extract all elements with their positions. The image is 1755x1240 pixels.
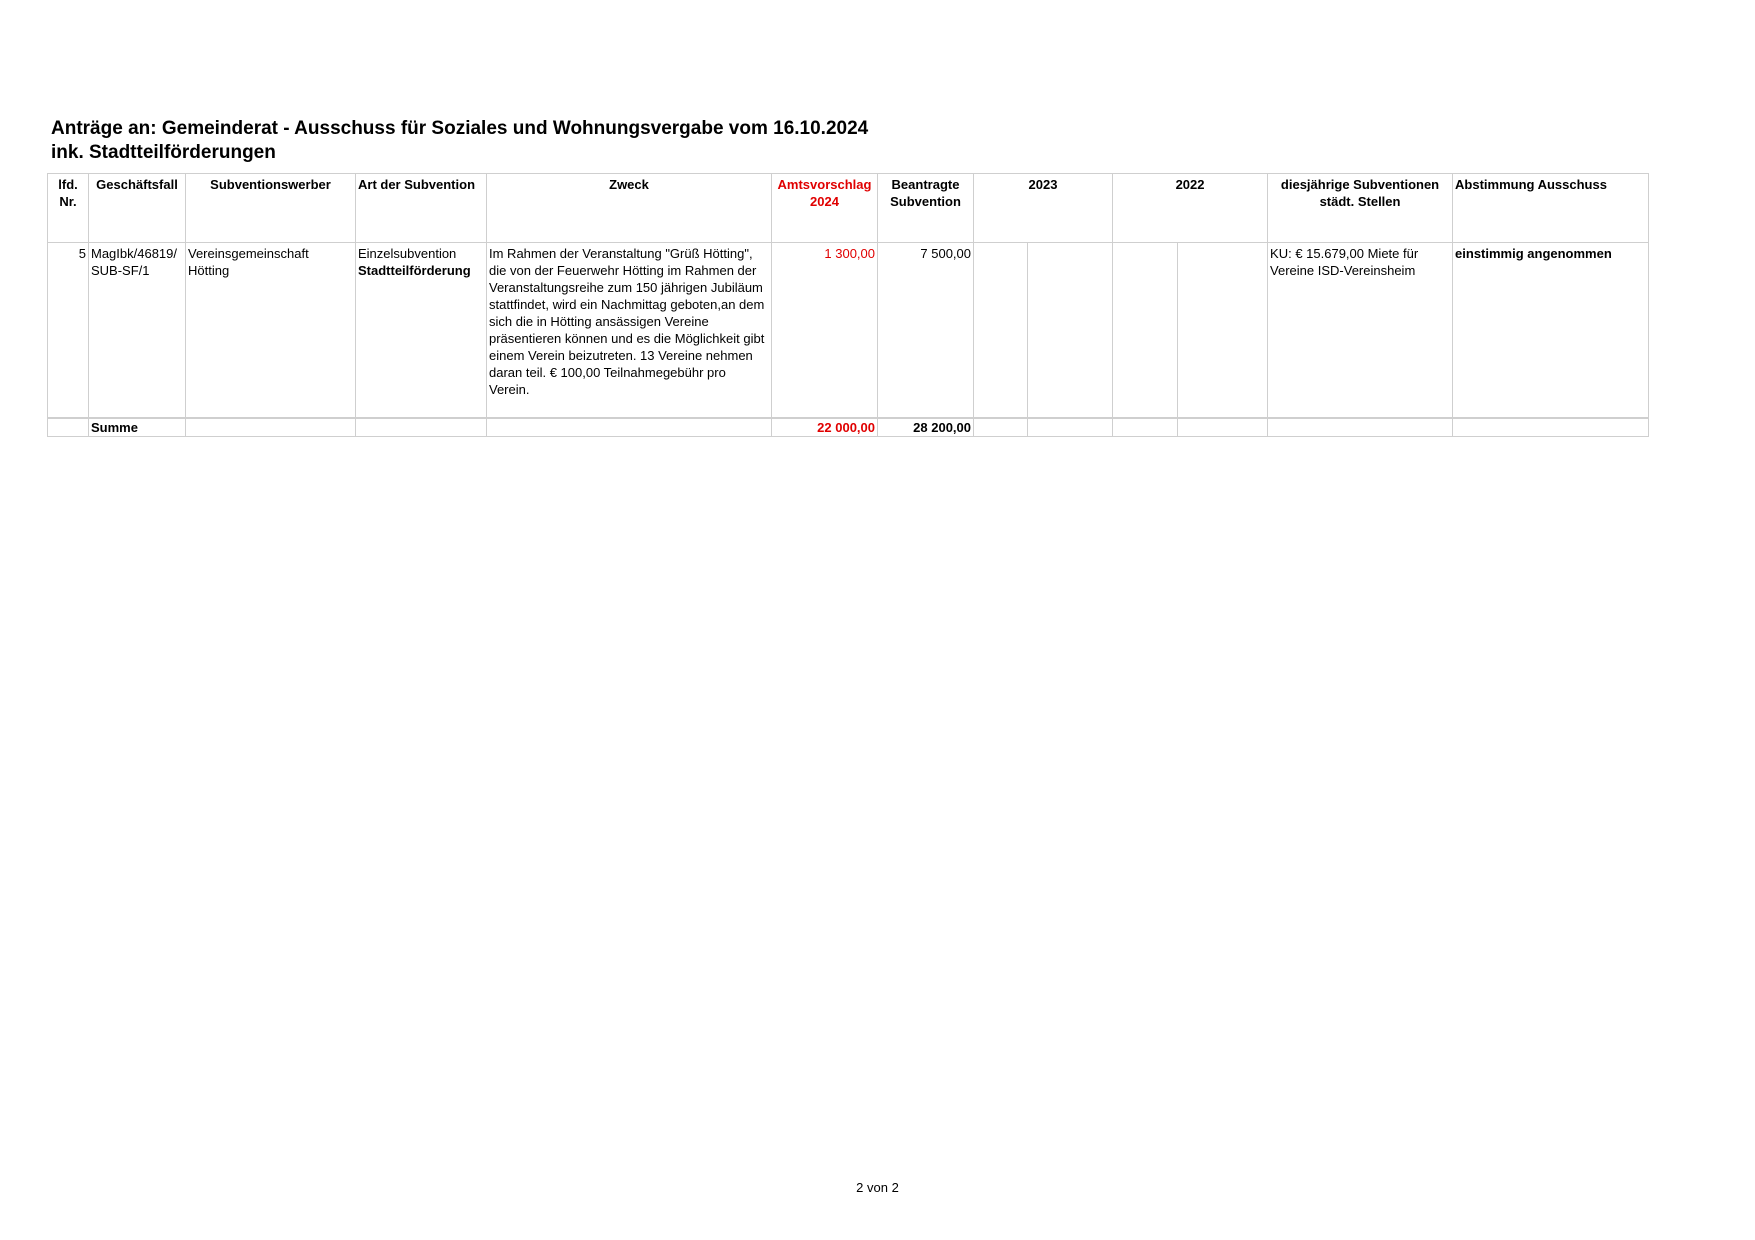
header-beantragte-subvention: Beantragte Subvention: [878, 174, 974, 243]
art-line-2: Stadtteilförderung: [358, 263, 471, 278]
table-header-row: [48, 174, 1649, 243]
header-lfd-nr: lfd. Nr.: [48, 174, 89, 243]
cell-beantragte-subvention: 7 500,00: [878, 243, 974, 419]
title-line-1: Anträge an: Gemeinderat - Ausschuss für Soziales und Wohnungsvergabe vom 16.10.2024: [51, 118, 869, 139]
sum-cell-empty: [1028, 418, 1113, 437]
sum-beantragte-subvention: 28 200,00: [878, 418, 974, 437]
sum-cell-empty: [974, 418, 1028, 437]
cell-2023-a: [974, 243, 1028, 419]
header-year-2023: 2023: [974, 174, 1113, 243]
cell-2022-b: [1178, 243, 1268, 419]
cell-amtsvorschlag: 1 300,00: [772, 243, 878, 419]
art-line-1: Einzelsubvention: [358, 246, 457, 261]
table-row: [48, 243, 1649, 419]
header-abstimmung-ausschuss: Abstimmung Ausschuss: [1453, 174, 1649, 243]
header-art-der-subvention: Art der Subvention: [356, 174, 487, 243]
cell-2022-a: [1113, 243, 1178, 419]
sum-cell-empty: [48, 418, 89, 437]
sum-label: Summe: [89, 418, 186, 437]
sum-cell-empty: [356, 418, 487, 437]
cell-abstimmung-ausschuss: einstimmig angenommen: [1453, 243, 1649, 419]
cell-2023-b: [1028, 243, 1113, 419]
sum-cell-empty: [487, 418, 772, 437]
cell-diesjaehrige-subventionen: KU: € 15.679,00 Miete für Vereine ISD-Vereinsheim: [1268, 243, 1453, 419]
subsidy-table: [47, 173, 1649, 437]
cell-geschaeftsfall: MagIbk/46819/ SUB-SF/1: [89, 243, 186, 419]
cell-subventionswerber: Vereinsgemeinschaft Hötting: [186, 243, 356, 419]
header-geschaeftsfall: Geschäftsfall: [89, 174, 186, 243]
sum-row: [48, 418, 1649, 437]
sum-amtsvorschlag: 22 000,00: [772, 418, 878, 437]
page-title: [51, 117, 868, 165]
header-zweck: Zweck: [487, 174, 772, 243]
cell-art-der-subvention: [356, 243, 487, 419]
header-subventionswerber: Subventionswerber: [186, 174, 356, 243]
header-amtsvorschlag: Amtsvorschlag 2024: [772, 174, 878, 243]
cell-zweck: Im Rahmen der Veranstaltung "Grüß Hötting", die von der Feuerwehr Hötting im Rahmen der Veranstaltungsreihe zum 150 jährigen Jubiläum stattfindet, wird ein Nachmittag geboten,an dem sich die in Hötting ansässigen Vereine präsentieren können und es die Möglichkeit gibt einem Verein beizutreten. 13 Vereine nehmen daran teil. € 100,00 Teilnahmegebühr pro Verein.: [487, 243, 772, 419]
header-year-2022: 2022: [1113, 174, 1268, 243]
sum-cell-empty: [186, 418, 356, 437]
header-diesjaehrige-subventionen: diesjährige Subventionen städt. Stellen: [1268, 174, 1453, 243]
sum-cell-empty: [1178, 418, 1268, 437]
sum-cell-empty: [1453, 418, 1649, 437]
sum-cell-empty: [1268, 418, 1453, 437]
cell-lfd-nr: 5: [48, 243, 89, 419]
sum-cell-empty: [1113, 418, 1178, 437]
title-line-2: ink. Stadtteilförderungen: [51, 142, 276, 163]
page-number: 2 von 2: [856, 1180, 899, 1195]
